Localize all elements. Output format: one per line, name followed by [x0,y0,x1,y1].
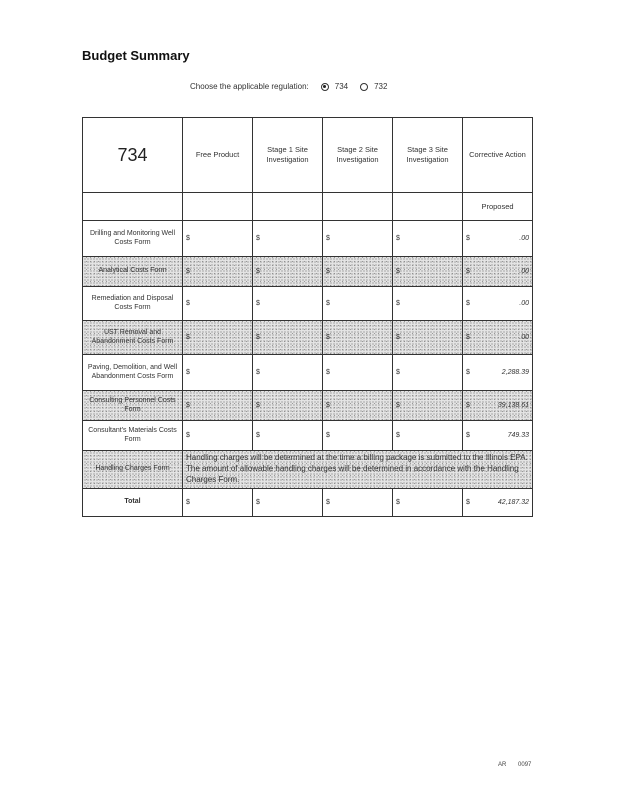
amount-cell[interactable] [183,287,253,321]
table-row [83,321,533,355]
currency-symbol: $ [326,432,330,439]
amount-cell[interactable] [463,321,533,355]
total-row [83,489,533,517]
col-corrective-action: Corrective Action [463,118,533,193]
row-label: Remediation and Disposal Costs Form [83,287,183,321]
handling-row [83,451,533,489]
amount-cell[interactable] [253,391,323,421]
currency-symbol: $ [326,334,330,341]
regulation-corner: 734 [83,118,183,193]
amount-cell[interactable] [393,391,463,421]
amount-cell[interactable] [253,355,323,391]
amount-value: .00 [519,268,529,275]
currency-symbol: $ [186,334,190,341]
col-stage3: Stage 3 Site Investigation [393,118,463,193]
table-row [83,287,533,321]
budget-table [82,117,533,517]
total-value: 42,187.32 [497,499,529,506]
currency-symbol: $ [186,300,190,307]
amount-cell[interactable] [323,421,393,451]
currency-symbol: $ [186,369,190,376]
currency-symbol: $ [466,235,470,242]
amount-cell[interactable] [183,391,253,421]
amount-cell[interactable] [463,257,533,287]
radio-732-label[interactable]: 732 [374,82,388,91]
currency-symbol: $ [256,432,260,439]
currency-symbol: $ [186,235,190,242]
amount-cell[interactable] [463,221,533,257]
page-title: Budget Summary [82,48,190,63]
currency-symbol: $ [466,334,470,341]
table-row [83,421,533,451]
radio-734-label[interactable]: 734 [334,82,349,91]
amount-cell[interactable] [253,257,323,287]
currency-symbol: $ [326,300,330,307]
amount-cell[interactable] [183,355,253,391]
col-free-product: Free Product [183,118,253,193]
subheader-proposed: Proposed [463,193,533,221]
currency-symbol: $ [396,432,400,439]
currency-symbol: $ [186,499,190,506]
amount-value: .00 [519,334,529,341]
amount-cell[interactable] [323,321,393,355]
row-label: Analytical Costs Form [83,257,183,287]
amount-cell[interactable] [183,421,253,451]
radio-732-icon[interactable] [360,83,368,91]
col-stage2: Stage 2 Site Investigation [323,118,393,193]
total-cell [463,489,533,517]
currency-symbol: $ [256,369,260,376]
amount-value: .00 [519,300,529,307]
amount-cell[interactable] [393,355,463,391]
currency-symbol: $ [396,369,400,376]
currency-symbol: $ [466,268,470,275]
amount-cell[interactable] [393,421,463,451]
row-label: Consultant's Materials Costs Form [83,421,183,451]
currency-symbol: $ [326,402,330,409]
currency-symbol: $ [256,300,260,307]
header-row [83,118,533,193]
currency-symbol: $ [396,334,400,341]
col-stage1: Stage 1 Site Investigation [253,118,323,193]
currency-symbol: $ [396,499,400,506]
currency-symbol: $ [326,268,330,275]
currency-symbol: $ [186,402,190,409]
subheader-cell [183,193,253,221]
amount-cell[interactable] [393,287,463,321]
currency-symbol: $ [466,499,470,506]
currency-symbol: $ [396,268,400,275]
table-row [83,257,533,287]
currency-symbol: $ [466,432,470,439]
subheader-cell [253,193,323,221]
total-cell [323,489,393,517]
row-label: Handling Charges Form [83,451,183,489]
subheader-empty [83,193,183,221]
currency-symbol: $ [256,334,260,341]
amount-value: 39,138.61 [497,402,529,409]
amount-value: .00 [519,235,529,242]
amount-cell[interactable] [393,221,463,257]
subheader-row [83,193,533,221]
amount-value: 2,288.39 [501,369,529,376]
currency-symbol: $ [256,402,260,409]
currency-symbol: $ [186,432,190,439]
currency-symbol: $ [466,300,470,307]
currency-symbol: $ [326,369,330,376]
regulation-prompt: Choose the applicable regulation: [190,82,309,91]
currency-symbol: $ [256,268,260,275]
amount-cell[interactable] [323,391,393,421]
amount-cell[interactable] [323,287,393,321]
amount-cell[interactable] [253,421,323,451]
amount-cell[interactable] [253,221,323,257]
subheader-cell [393,193,463,221]
table-row [83,391,533,421]
table-row [83,355,533,391]
amount-cell[interactable] [463,287,533,321]
amount-cell[interactable] [323,355,393,391]
currency-symbol: $ [396,402,400,409]
amount-value: 749.33 [507,432,529,439]
amount-cell[interactable] [393,321,463,355]
total-cell [253,489,323,517]
currency-symbol: $ [396,235,400,242]
table-body [83,221,533,451]
amount-cell[interactable] [463,355,533,391]
amount-cell[interactable] [323,257,393,287]
currency-symbol: $ [326,499,330,506]
row-label: Consulting Personnel Costs Form [83,391,183,421]
currency-symbol: $ [466,369,470,376]
row-label: UST Removal and Abandonment Costs Form [83,321,183,355]
total-label: Total [83,489,183,517]
total-cell [183,489,253,517]
currency-symbol: $ [256,235,260,242]
amount-cell[interactable] [253,321,323,355]
currency-symbol: $ [256,499,260,506]
page-footer [498,762,541,768]
currency-symbol: $ [466,402,470,409]
handling-note: Handling charges will be determined at the time a billing package is submitted to the Illinois EPA. The amount of allowable handling charges will be determined in accordance with the Handling Charges Form. [183,451,533,489]
table-row [83,221,533,257]
amount-cell[interactable] [393,257,463,287]
regulation-selector [190,82,387,91]
amount-cell[interactable] [253,287,323,321]
currency-symbol: $ [396,300,400,307]
currency-symbol: $ [186,268,190,275]
footer-left: AR [498,762,507,768]
amount-cell[interactable] [183,221,253,257]
currency-symbol: $ [326,235,330,242]
amount-cell[interactable] [463,421,533,451]
amount-cell[interactable] [183,257,253,287]
amount-cell[interactable] [183,321,253,355]
total-cell [393,489,463,517]
amount-cell[interactable] [463,391,533,421]
row-label: Paving, Demolition, and Well Abandonment Costs Form [83,355,183,391]
footer-right: 0097 [518,762,532,768]
subheader-cell [323,193,393,221]
radio-734-icon[interactable] [321,83,329,91]
row-label: Drilling and Monitoring Well Costs Form [83,221,183,257]
amount-cell[interactable] [323,221,393,257]
